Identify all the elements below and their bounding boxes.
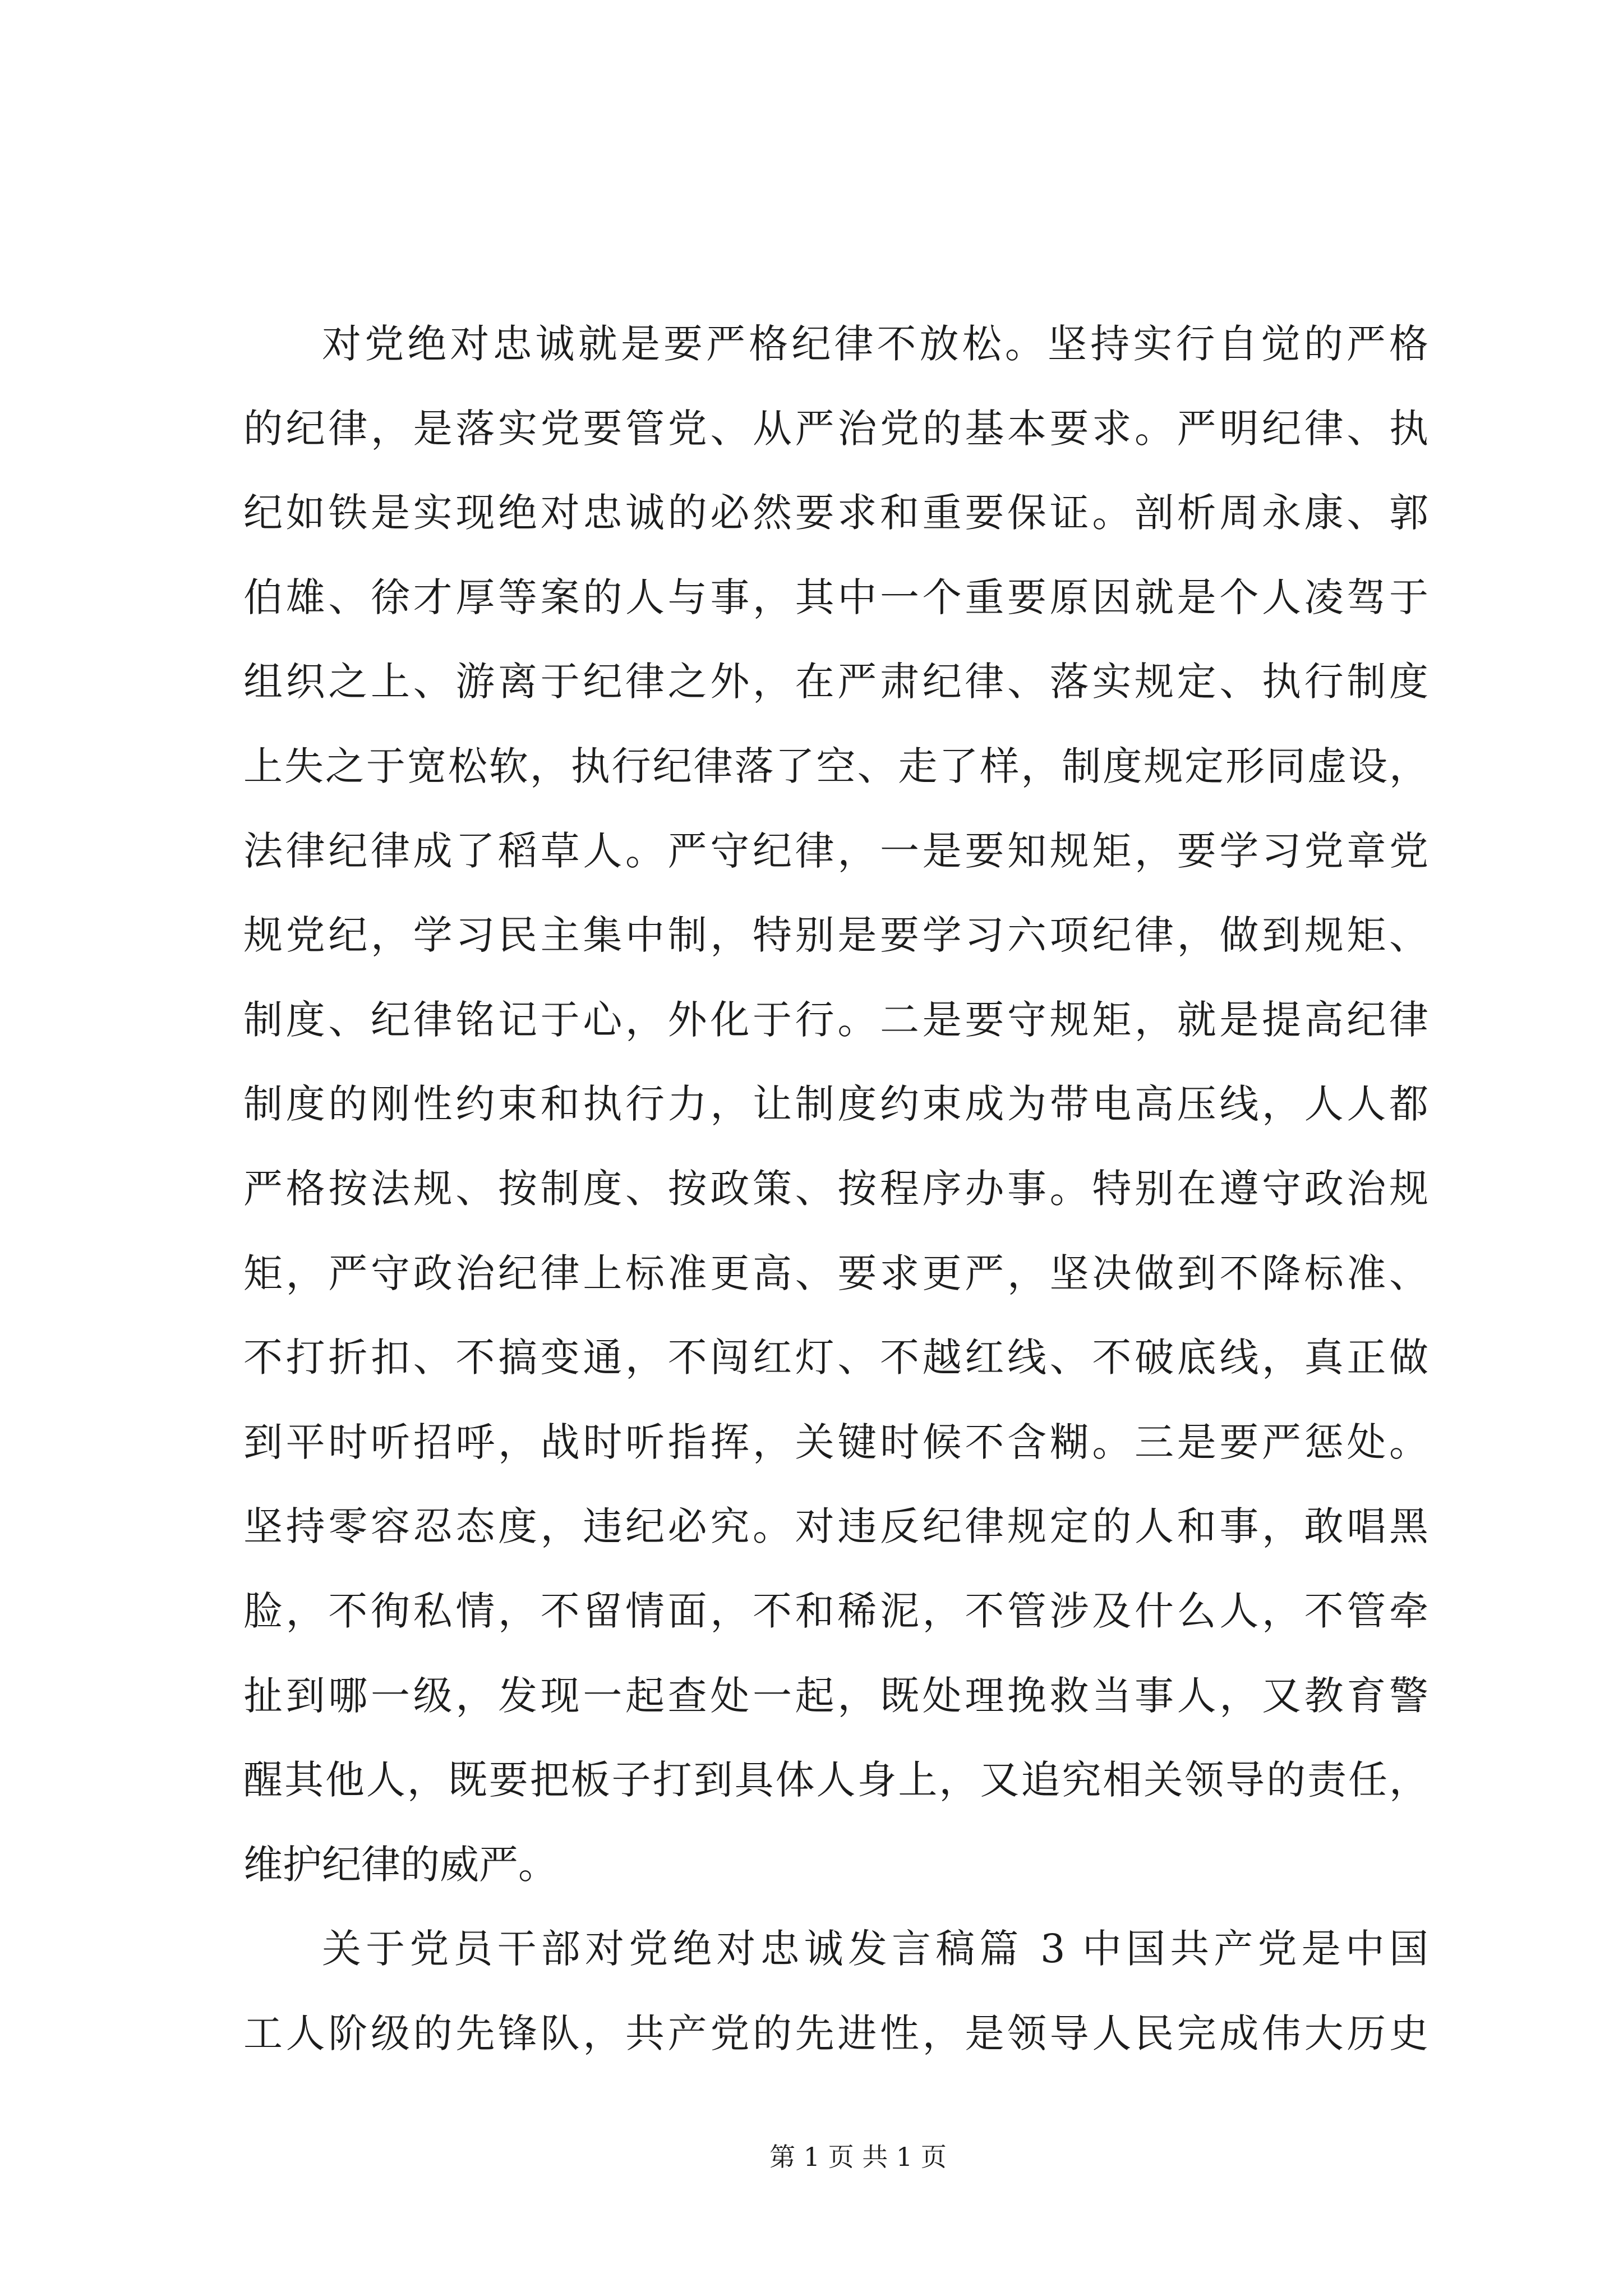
text-line: 制度、纪律铭记于心，外化于行。二是要守规矩，就是提高纪律 xyxy=(243,996,1428,1043)
text-line: 脸，不徇私情，不留情面，不和稀泥，不管涉及什么人，不管牵 xyxy=(243,1588,1428,1634)
text-line: 的纪律，是落实党要管党、从严治党的基本要求。严明纪律、执 xyxy=(243,405,1428,452)
text-line: 上失之于宽松软，执行纪律落了空、走了样，制度规定形同虚设， xyxy=(243,743,1428,789)
text-line: 组织之上、游离于纪律之外，在严肃纪律、落实规定、执行制度 xyxy=(243,659,1428,705)
text-line: 不打折扣、不搞变通，不闯红灯、不越红线、不破底线，真正做 xyxy=(243,1335,1428,1381)
text-line: 醒其他人，既要把板子打到具体人身上，又追究相关领导的责任， xyxy=(243,1757,1428,1803)
text-line: 工人阶级的先锋队，共产党的先进性，是领导人民完成伟大历史 xyxy=(243,2010,1428,2056)
text-line: 关于党员干部对党绝对忠诚发言稿篇 3 中国共产党是中国 xyxy=(322,1926,1428,1972)
paragraph-discipline xyxy=(243,302,1428,1907)
text-line: 维护纪律的威严。 xyxy=(243,1841,557,1888)
page-number-footer: 第 1 页 共 1 页 xyxy=(769,2142,947,2172)
text-line: 扯到哪一级，发现一起查处一起，既处理挽救当事人，又教育警 xyxy=(243,1672,1428,1719)
text-line: 规党纪，学习民主集中制，特别是要学习六项纪律，做到规矩、 xyxy=(243,912,1428,959)
text-line: 法律纪律成了稻草人。严守纪律，一是要知规矩，要学习党章党 xyxy=(243,827,1428,874)
document-body xyxy=(243,302,1428,2076)
text-line: 制度的刚性约束和执行力，让制度约束成为带电高压线，人人都 xyxy=(243,1081,1428,1128)
paragraph-speech-3 xyxy=(243,1907,1428,2076)
text-line: 到平时听招呼，战时听指挥，关键时候不含糊。三是要严惩处。 xyxy=(243,1419,1428,1465)
text-line: 矩，严守政治纪律上标准更高、要求更严，坚决做到不降标准、 xyxy=(243,1250,1428,1296)
text-line: 对党绝对忠诚就是要严格纪律不放松。坚持实行自觉的严格 xyxy=(322,321,1428,367)
text-line: 严格按法规、按制度、按政策、按程序办事。特别在遵守政治规 xyxy=(243,1165,1428,1212)
text-line: 伯雄、徐才厚等案的人与事，其中一个重要原因就是个人凌驾于 xyxy=(243,574,1428,620)
text-line: 纪如铁是实现绝对忠诚的必然要求和重要保证。剖析周永康、郭 xyxy=(243,490,1428,536)
text-line: 坚持零容忍态度，违纪必究。对违反纪律规定的人和事，敢唱黑 xyxy=(243,1503,1428,1550)
